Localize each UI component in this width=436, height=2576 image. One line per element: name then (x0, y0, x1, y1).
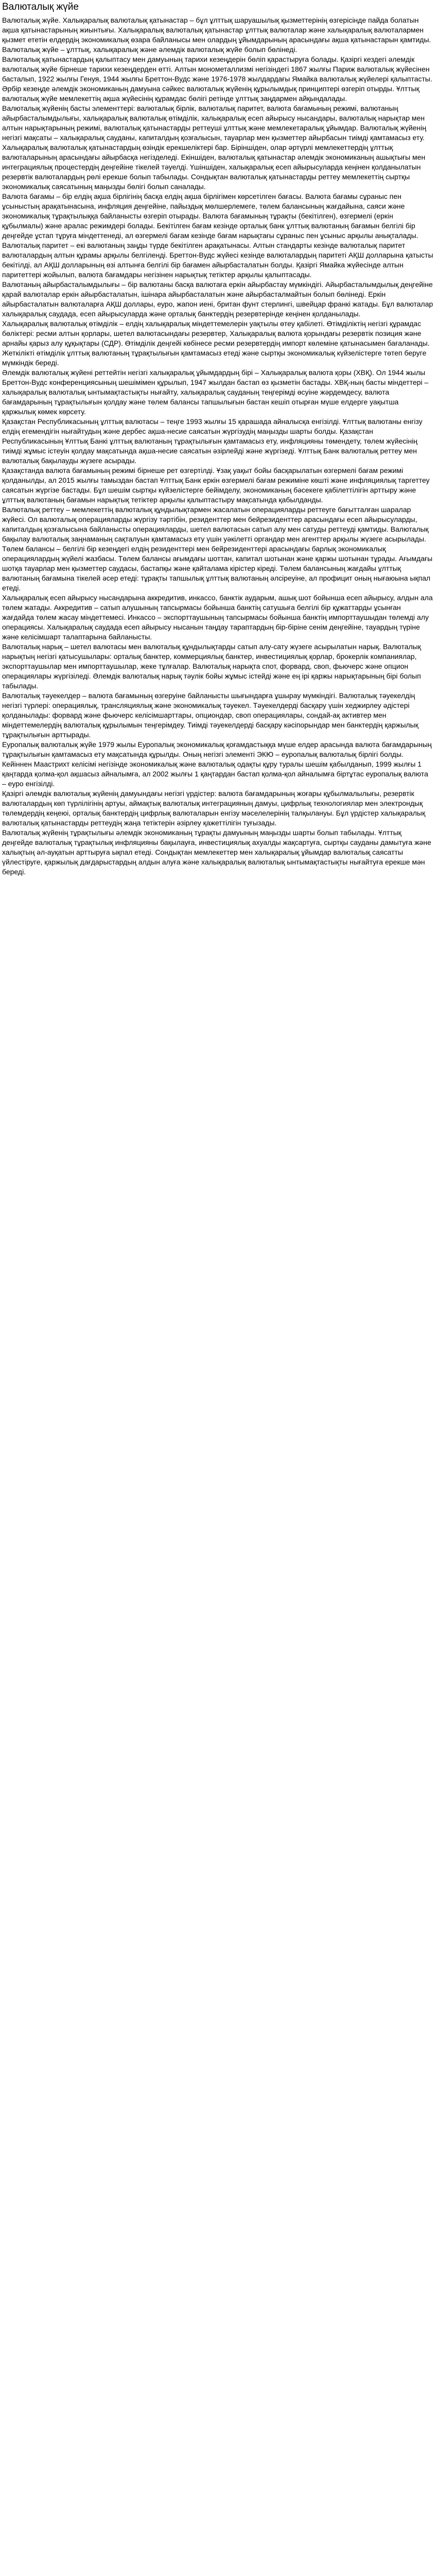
paragraph: Валюталық реттеу – мемлекеттің валюталық құндылықтармен жасалатын операцияларды реттеуге бағытталған шаралар жүйесі. Ол валюталық операцияларды жүргізу тәртібін, резиденттер мен бейрезиденттер арасындағы есеп айырысуларды, капиталдың қозғалысына байланысты операцияларды, шетел валютасын сатып алу мен сатуды реттеуді қамтиды. Валюталық бақылау валюталық заңнаманың сақталуын қамтамасыз ету үшін уәкілетті органдар мен агенттер арқылы жүзеге асырылады. (2, 505, 429, 543)
document-title: Валюталық жүйе (2, 2, 79, 12)
paragraph: Валюталық тәуекелдер – валюта бағамының өзгеруіне байланысты шығындарға ұшырау мүмкіндігі. Валюталық тәуекелдің негізгі түрлері: операциялық, трансляциялық және экономикалық тәуекел. Тәуекелдерді басқару үшін хеджирлеу әдістері қолданылады: форвард және фьючерс келісімшарттары, опциондар, своп операциялары, сондай-ақ активтер мен міндеттемелердің валюталық құрылымын теңгерімдеу. Тиімді тәуекелдерді басқару кәсіпорындар мен банктердің қаржылық тұрақтылығын арттырады. (2, 691, 418, 739)
paragraph: Қазақстанда валюта бағамының режимі бірнеше рет өзгертілді. Ұзақ уақыт бойы басқарылатын өзгермелі бағам режимі қолданылды, ал 2015 жылғы тамыздан бастап Ұлттық Банк еркін өзгермелі бағам режиміне көшті және инфляциялық таргеттеу саясатын жүргізе бастады. Бұл шешім сыртқы күйзелістерге бейімделу, экономиканың бәсекеге қабілеттілігін арттыру және ұлттық валютаның бағамын нарықтық тетіктер арқылы қалыптастыру мақсатында қабылданды. (2, 466, 430, 504)
paragraph: Халықаралық есеп айырысу нысандарына аккредитив, инкассо, банктік аударым, ашық шот бойынша есеп айырысу, алдын ала төлем жатады. Аккредитив – сатып алушының тапсырмасы бойынша банктің сатушыға белгілі бір құжаттарды ұсынған жағдайда төлем жасау міндеттемесі. Инкассо – экспорттаушының тапсырмасы бойынша банктің импорттаушыдан төлемді алу операциясы. Халықаралық саудада есеп айырысу нысанын таңдау тараптардың бір-біріне сенім деңгейіне, тауардың түріне және келісімшарт талаптарына байланысты. (2, 594, 433, 641)
paragraph: Әлемдік валюталық жүйені реттейтін негізгі халықаралық ұйымдардың бірі – Халықаралық валюта қоры (ХВҚ). Ол 1944 жылы Бреттон-Вудс конференциясының шешімімен құрылып, 1947 жылдан бастап өз қызметін бастады. ХВҚ-ның басты міндеттері – халықаралық валюталық ынтымақтастықты нығайту, халықаралық сауданың теңгерімді өсуіне жәрдемдесу, валюта бағамдарының тұрақтылығын қолдау және төлем балансы тапшылығын бастан кешіп отырған мүше елдерге уақытша қаржылық көмек көрсету. (2, 368, 429, 416)
paragraph: Валюталық жүйенің басты элементтері: валюталық бірлік, валюталық паритет, валюта бағамының режимі, валютаның айырбасталымдылығы, халықаралық валюталық өтімділік, халықаралық есеп айырысу нысандары, валюталық нарықтар мен алтын нарықтарының режимі, валюталық қатынастарды реттеуші ұлттық және мемлекетаралық ұйымдар. Валюталық жүйенің негізгі мақсаты – халықаралық сауданы, капиталдың қозғалысын, тауарлар мен қызметтер айырбасын тиімді қамтамасыз ету. (2, 104, 426, 142)
paragraph: Валюта бағамы – бір елдің ақша бірлігінің басқа елдің ақша бірлігімен көрсетілген бағасы. Валюта бағамы сұраныс пен ұсыныстың арақатынасына, инфляция деңгейіне, пайыздық мөлшерлемеге, төлем балансының жағдайына, саяси және экономикалық тұрақтылыққа байланысты өзгеріп отырады. Валюта бағамының тұрақты (бекітілген), өзгермелі (еркін құбылмалы) және аралас режимдері болады. Бекітілген бағам кезінде орталық банк ұлттық валютаның бағамын белгілі бір деңгейде ұстап тұруға міндеттенеді, ал өзгермелі бағам кезінде бағам нарықтағы сұраныс пен ұсыныс арқылы анықталады. (2, 192, 418, 240)
paragraph: Қазіргі әлемдік валюталық жүйенің дамуындағы негізгі үрдістер: валюта бағамдарының жоғары құбылмалылығы, резервтік валюталардың көп түрлілігінің артуы, аймақтық валюталық интеграцияның дамуы, цифрлық технологиялар мен электрондық төлемдердің кеңеюі, орталық банктердің цифрлық валюталарын енгізу мәселелерінің талқылануы. Бұл үрдістер халықаралық валюталық қатынастарды реттеудің жаңа тетіктерін әзірлеу қажеттілігін туғызады. (2, 789, 426, 827)
paragraph: Валюталық қатынастардың қалыптасу мен дамуының тарихи кезеңдерін бөліп қарастыруға болады. Қазіргі кездегі әлемдік валюталық жүйе бірнеше тарихи кезеңдерден өтті. Алтын монометаллизмі негізіндегі 1867 жылғы Париж валюталық жүйесінен басталып, 1922 жылғы Генуя, 1944 жылғы Бреттон-Вудс және 1976-1978 жылдардағы Ямайка валюталық жүйелері қалыптасты. Әрбір кезеңде әлемдік экономиканың дамуына сәйкес валюталық жүйенің құрылымдық принциптері өзгеріп отырды. Ұлттық валюталық жүйе мемлекеттің ақша жүйесінің құрамдас бөлігі ретінде ұлттық заңдармен айқындалады. (2, 55, 432, 103)
paragraph: Халықаралық валюталық қатынастардың өзіндік ерекшеліктері бар. Біріншіден, олар әртүрлі мемлекеттердің ұлттық валюталарының арасындағы айырбасқа негізделеді. Екіншіден, валюталық қатынастар әлемдік экономиканың ашықтығы мен интеграциялық процестердің деңгейіне тікелей тәуелді. Үшіншіден, халықаралық есеп айырысуларда кеңінен қолданылатын резервтік валюталардың рөлі ерекше болып табылады. Сондықтан валюталық қатынастарды реттеу мемлекеттің сыртқы экономикалық саясатының маңызды бөлігі болып саналады. (2, 143, 426, 191)
paragraph: Қазақстан Республикасының ұлттық валютасы – теңге 1993 жылғы 15 қарашада айналысқа енгізілді. Ұлттық валютаны енгізу елдің егемендігін нығайтудың және дербес ақша-несие саясатын жүргізудің маңызды шарты болды. Қазақстан Республикасының Ұлттық Банкі ұлттық валютаның тұрақтылығын қамтамасыз ету, инфляцияны төмендету, төлем жүйесінің тиімді жұмыс істеуін қолдау мақсатында ақша-несие саясатын әзірлейді және жүргізеді. Ұлттық Банк валюталық реттеу мен валюталық бақылауды жүзеге асырады. (2, 417, 423, 465)
paragraph: Төлем балансы – белгілі бір кезеңдегі елдің резиденттері мен бейрезиденттері арасындағы барлық экономикалық операциялардың жүйелі жазбасы. Төлем балансы ағымдағы шоттан, капитал шотынан және қаржы шотынан тұрады. Ағымдағы шотқа тауарлар мен қызметтер саудасы, бастапқы және қайталама кірістер кіреді. Төлем балансының жағдайы ұлттық валютаның бағамына тікелей әсер етеді: тұрақты тапшылық ұлттық валютаның әлсіреуіне, ал профицит оның нығаюына ықпал етеді. (2, 545, 433, 592)
paragraph: Еуропалық валюталық жүйе 1979 жылы Еуропалық экономикалық қоғамдастыққа мүше елдер арасында валюта бағамдарының тұрақтылығын қамтамасыз ету мақсатында құрылды. Оның негізгі элементі ЭКЮ – еуропалық валюталық бірлігі болды. Кейіннен Маастрихт келісімі негізінде экономикалық және валюталық одақты құру туралы шешім қабылданып, 1999 жылғы 1 қаңтарда қолма-қол ақшасыз айналымға, ал 2002 жылғы 1 қаңтардан бастап қолма-қол айналымға біртұтас еуропалық валюта – еуро енгізілді. (2, 740, 432, 788)
document-body (2, 15, 433, 877)
paragraph: Валюталық жүйенің тұрақтылығы әлемдік экономиканың тұрақты дамуының маңызды шарты болып табылады. Ұлттық деңгейде валюталық тұрақтылық инфляцияны бақылауға, инвестициялық ахуалды жақсартуға, сыртқы сауданы дамытуға және халықтың әл-ауқатын арттыруға ықпал етеді. Сондықтан мемлекеттер мен халықаралық ұйымдар валюталық саясатты үйлестіруге, қаржылық дағдарыстардың алдын алуға және халықаралық валюталық ынтымақтастықты нығайтуға ерекше мән береді. (2, 828, 431, 876)
paragraph: Валюталық нарық – шетел валютасы мен валюталық құндылықтарды сатып алу-сату жүзеге асырылатын нарық. Валюталық нарықтың негізгі қатысушылары: орталық банктер, коммерциялық банктер, инвестициялық қорлар, брокерлік компаниялар, экспорттаушылар мен импорттаушылар, жеке тұлғалар. Валюталық нарықта спот, форвард, своп, фьючерс және опцион операциялары жүргізіледі. Әлемдік валюталық нарық тәулік бойы жұмыс істейді және ең ірі қаржы нарықтарының бірі болып табылады. (2, 642, 421, 690)
paragraph: Валютаның айырбасталымдылығы – бір валютаны басқа валютаға еркін айырбастау мүмкіндігі. Айырбасталымдылық деңгейіне қарай валюталар еркін айырбасталатын, ішінара айырбасталатын және айырбасталмайтын болып бөлінеді. Еркін айырбасталатын валюталарға АҚШ доллары, еуро, жапон иені, британ фунт стерлингі, швейцар франкі жатады. Бұл валюталар халықаралық саудада, есеп айырысуларда және орталық банктердің резервтерінде кеңінен қолданылады. (2, 280, 433, 318)
paragraph: Валюталық жүйе. Халықаралық валюталық қатынастар – бұл ұлттық шаруашылық қызметтерінің өзгерісінде пайда болатын ақша қатынастарының жиынтығы. Халықаралық валюталық қатынастар ұлттық валюталар және халықаралық валюталармен қызмет ететін елдердің экономикалық өзара байланысы мен олардың ұйымдарының арасындағы ақша қатынастарын қамтиды. Валюталық жүйе – ұлттық, халықаралық және әлемдік валюталық жүйе болып бөлінеді. (2, 16, 431, 54)
document-page (0, 0, 436, 877)
paragraph: Валюталық паритет – екі валютаның заңды түрде бекітілген арақатынасы. Алтын стандарты кезінде валюталық паритет валюталардың алтын құрамы арқылы белгіленді. Бреттон-Вудс жүйесі кезінде валюталардың паритеті АҚШ долларына қатысты бекітілді, ал АҚШ долларының өзі алтынға белгілі бір бағамен айырбасталатын болды. Қазіргі Ямайка жүйесінде алтын паритеттері жойылып, валюта бағамдары негізінен нарықтық тетіктер арқылы қалыптасады. (2, 241, 433, 279)
paragraph: Халықаралық валюталық өтімділік – елдің халықаралық міндеттемелерін уақтылы өтеу қабілеті. Өтімділіктің негізгі құрамдас бөліктері: ресми алтын қорлары, шетел валютасындағы резервтер, Халықаралық валюта қорындағы резервтік позиция және арнайы қарыз алу құқықтары (СДР). Өтімділік деңгейі көбінесе ресми резервтердің импорт көлеміне қатынасымен бағаланады. Жеткілікті өтімділік ұлттық валютаның тұрақтылығын қамтамасыз етеді және сыртқы экономикалық күйзелістерге төтеп беруге мүмкіндік береді. (2, 319, 430, 367)
